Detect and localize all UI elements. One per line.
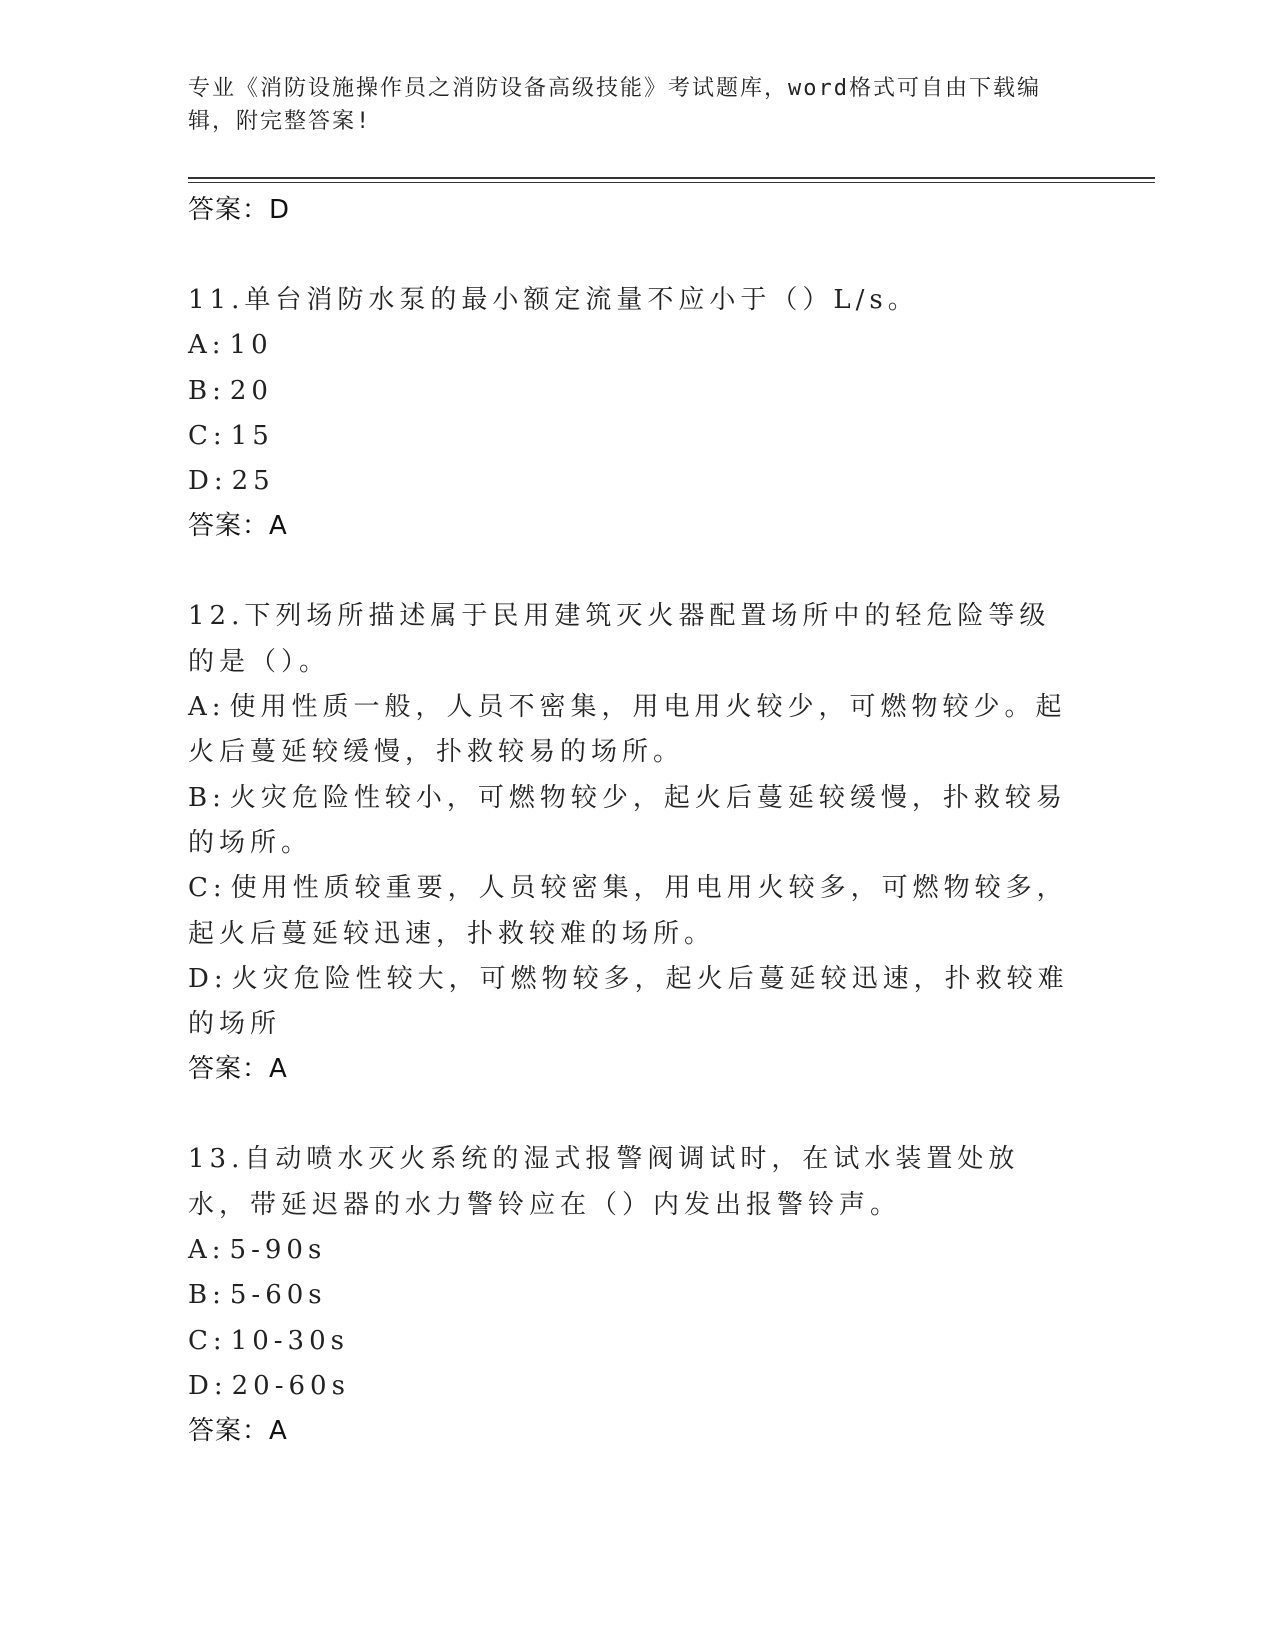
option-label: D: xyxy=(188,1370,228,1401)
option-label: C: xyxy=(188,420,227,451)
option-label: C: xyxy=(188,873,227,904)
option-d xyxy=(188,459,1078,504)
option-value: 使用性质一般，人员不密集，用电用火较少，可燃物较少。起火后蔓延较缓慢，扑救较易的场所。 xyxy=(188,692,1067,768)
previous-answer: 答案：D xyxy=(188,195,291,225)
question-text: 11.单台消防水泵的最小额定流量不应小于（）L/s。 xyxy=(188,285,919,315)
option-b xyxy=(188,776,1078,867)
option-label: C: xyxy=(188,1325,227,1356)
option-value: 25 xyxy=(231,466,275,497)
option-label: D: xyxy=(188,963,228,994)
option-a xyxy=(188,1228,1078,1273)
option-label: B: xyxy=(188,375,226,406)
option-a xyxy=(188,323,1078,368)
question-answer: 答案：A xyxy=(188,1054,288,1085)
question-answer: 答案：A xyxy=(188,1416,288,1447)
question-11 xyxy=(188,278,1078,549)
option-c xyxy=(188,866,1078,957)
question-text: 12.下列场所描述属于民用建筑灭火器配置场所中的轻危险等级的是（）。 xyxy=(188,601,1051,677)
option-d xyxy=(188,1364,1078,1409)
document-header: 专业《消防设施操作员之消防设备高级技能》考试题库，word格式可自由下载编辑，附完整答案! xyxy=(188,76,1041,134)
option-label: A: xyxy=(188,692,226,723)
header-rule-thick xyxy=(188,177,1155,179)
option-label: D: xyxy=(188,466,228,497)
option-value: 10 xyxy=(229,330,273,361)
option-c xyxy=(188,414,1078,459)
option-value: 火灾危险性较大，可燃物较多，起火后蔓延较迅速，扑救较难的场所 xyxy=(188,963,1069,1040)
option-value: 5-90s xyxy=(229,1235,327,1266)
header-rule-thin xyxy=(188,182,1155,183)
option-value: 5-60s xyxy=(229,1280,327,1311)
option-b xyxy=(188,369,1078,414)
option-label: A: xyxy=(188,330,226,361)
option-value: 20-60s xyxy=(231,1370,350,1401)
option-value: 使用性质较重要，人员较密集，用电用火较多，可燃物较多，起火后蔓延较迅速，扑救较难的场所。 xyxy=(188,873,1068,949)
option-value: 10-30s xyxy=(230,1325,349,1356)
option-d xyxy=(188,957,1078,1048)
option-label: B: xyxy=(188,782,226,813)
question-text: 13.自动喷水灭火系统的湿式报警阀调试时，在试水装置处放水，带延迟器的水力警铃应在（）内发出报警铃声。 xyxy=(188,1144,1020,1220)
question-answer: 答案：A xyxy=(188,511,288,542)
option-a xyxy=(188,685,1078,776)
document-body xyxy=(188,188,1078,1454)
option-value: 15 xyxy=(230,420,274,451)
option-label: B: xyxy=(188,1280,226,1311)
question-12 xyxy=(188,594,1078,1092)
question-13 xyxy=(188,1137,1078,1454)
option-b xyxy=(188,1273,1078,1318)
option-c xyxy=(188,1319,1078,1364)
option-label: A: xyxy=(188,1235,226,1266)
option-value: 火灾危险性较小，可燃物较少，起火后蔓延较缓慢，扑救较易的场所。 xyxy=(188,782,1067,858)
option-value: 20 xyxy=(229,375,273,406)
